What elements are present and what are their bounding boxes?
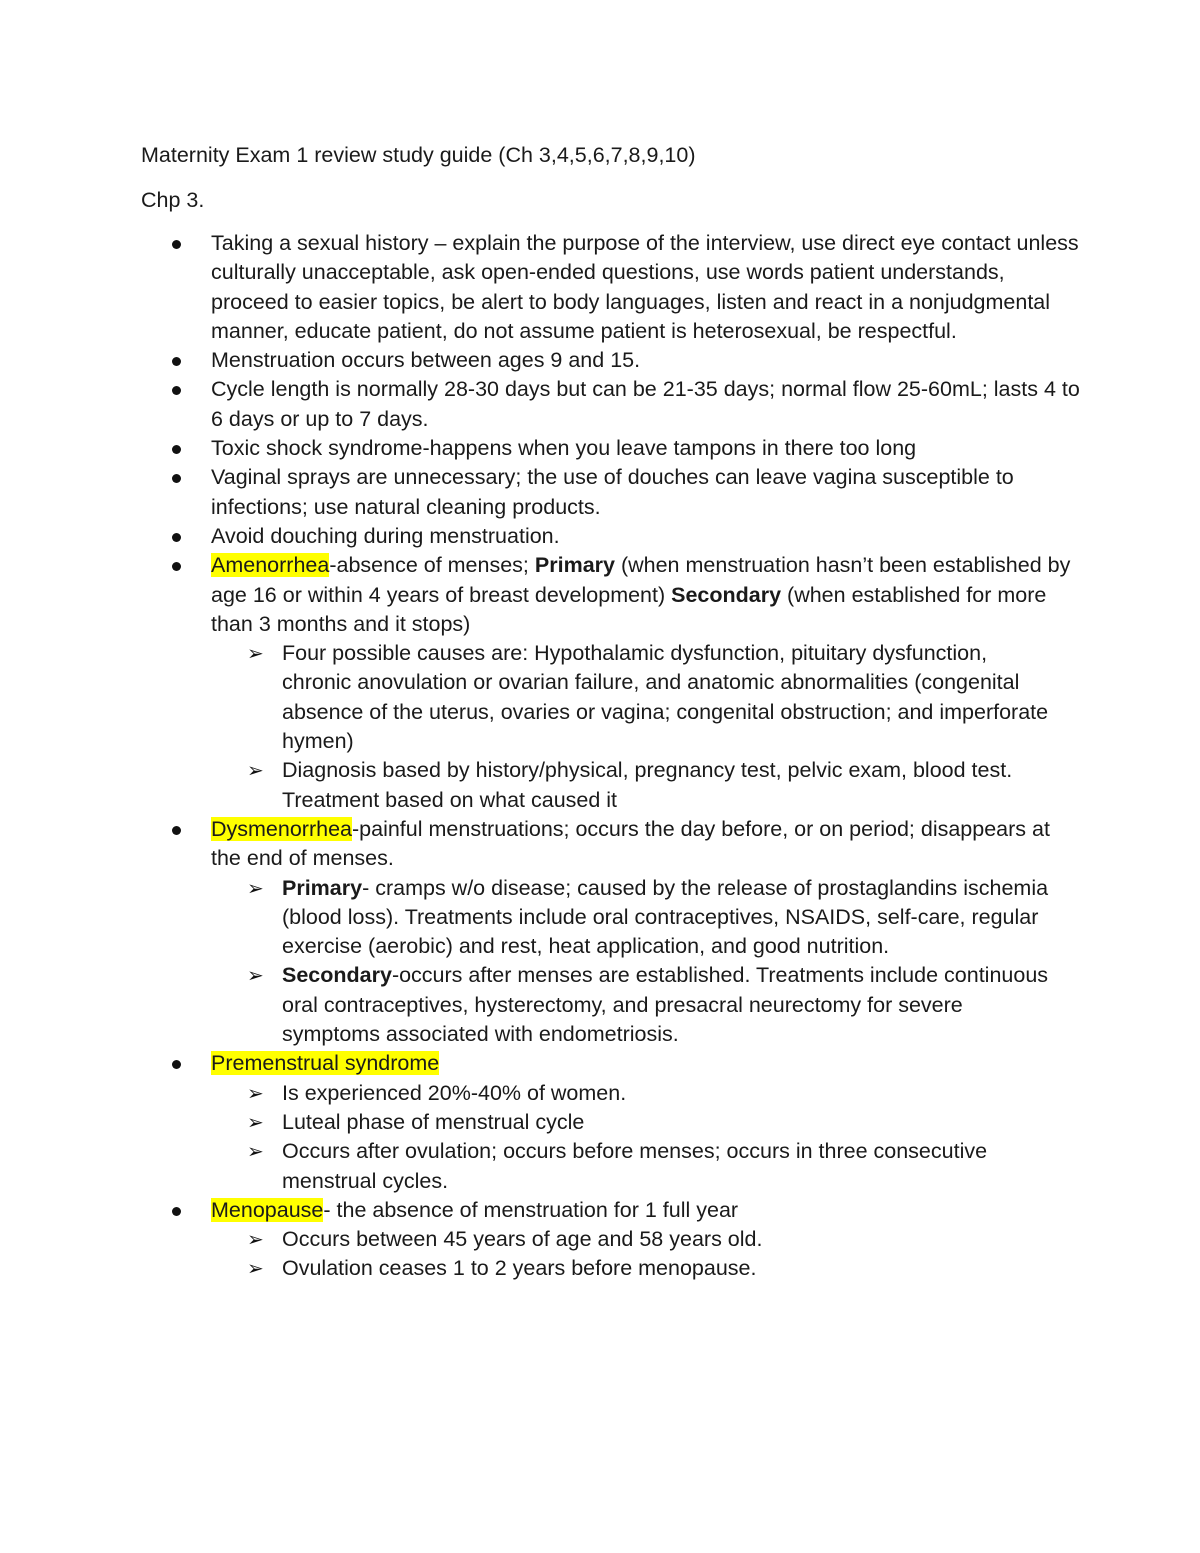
sub-list-item [211,639,1057,756]
list-item-menstruation-age [0,346,1081,375]
sub-list-item-text: -occurs after menses are established. Treatments include continuous oral contraceptives, hysterectomy, and presacral neurectomy for severe symptoms associated with endometriosis. [282,963,1049,1047]
list-item-vaginal-sprays [0,463,1081,522]
sub-list-item [211,1225,1057,1254]
sub-list-item-text: Four possible causes are: Hypothalamic dysfunction, pituitary dysfunction, chronic anovulation or ovarian failure, and anatomic abnormalities (congenital absence of the uterus, ovaries or vagina; congenital obstruction; and imperforate hymen) [282,641,1049,754]
highlighted-term: Amenorrhea [211,553,330,578]
bullet-dot-icon [172,386,181,395]
sub-list-item [211,756,1057,815]
sub-list-item-text: Diagnosis based by history/physical, pregnancy test, pelvic exam, blood test. Treatment based on what caused it [282,758,1013,812]
arrowhead-bullet-icon: ➢ [247,1080,264,1105]
list-item-text: Taking a sexual history – explain the purpose of the interview, use direct eye contact unless culturally unacceptable, ask open-ended questions, use words patient understands, proceed to easier topics, be alert to body languages, listen and react in a nonjudgmental manner, educate patient, do not assume patient is heterosexual, be respectful. [211,231,1079,343]
list-item-cycle-length [0,375,1081,434]
arrowhead-bullet-icon: ➢ [247,1139,264,1164]
sub-list-item [211,1079,1057,1108]
list-item-avoid-douching [0,522,1081,551]
arrowhead-bullet-icon: ➢ [247,1256,264,1281]
document-title: Maternity Exam 1 review study guide (Ch 3,4,5,6,7,8,9,10) [141,143,696,167]
arrowhead-bullet-icon: ➢ [247,758,264,783]
list-item-menopause [0,1196,1081,1284]
sub-list [211,874,1081,1050]
list-item-text: Vaginal sprays are unnecessary; the use of douches can leave vagina susceptible to infections; use natural cleaning products. [211,465,1014,519]
bullet-dot-icon [172,357,181,366]
bullet-dot-icon [172,533,181,542]
sub-list-item [211,874,1057,962]
secondary-definition: (when established for more than 3 months and it stops) [211,582,1047,636]
sub-list-item-text: Luteal phase of menstrual cycle [282,1109,585,1134]
bullet-dot-icon [172,240,181,249]
sub-list-item-text: Ovulation ceases 1 to 2 years before menopause. [282,1256,757,1281]
list-item-text: Cycle length is normally 28-30 days but can be 21-35 days; normal flow 25-60mL; lasts 4 to 6 days or up to 7 days. [211,377,1080,431]
list-item-amenorrhea [0,551,1081,815]
secondary-label: Secondary [282,963,392,988]
secondary-label: Secondary [671,582,782,607]
sub-list-item-text: Occurs after ovulation; occurs before menses; occurs in three consecutive menstrual cycles. [282,1139,988,1193]
term-definition: -absence of menses; [329,553,535,578]
primary-definition: (when menstruation hasn’t been established by age 16 or within 4 years of breast development) [211,553,1071,607]
bullet-dot-icon [172,474,181,483]
bullet-dot-icon [172,562,181,571]
chapter-heading: Chp 3. [141,188,205,212]
list-item-pms [0,1049,1081,1195]
sub-list [211,1225,1081,1284]
list-item-text: Menstruation occurs between ages 9 and 15. [211,348,641,373]
list-item-sexual-history [0,229,1081,346]
sub-list-item [211,961,1057,1049]
highlighted-term: Menopause [211,1197,324,1222]
list-item-toxic-shock [0,434,1081,463]
term-definition: - the absence of menstruation for 1 full year [323,1197,739,1222]
arrowhead-bullet-icon: ➢ [247,641,264,666]
sub-list-item [211,1137,1057,1196]
arrowhead-bullet-icon: ➢ [247,1227,264,1252]
highlighted-term: Premenstrual syndrome [211,1051,440,1076]
term-definition: -painful menstruations; occurs the day before, or on period; disappears at the end of menses. [211,816,1050,871]
primary-label: Primary [534,553,615,578]
list-item-text: Avoid douching during menstruation. [211,523,560,548]
sub-list-item [211,1108,1057,1137]
bullet-dot-icon [172,1207,181,1216]
arrowhead-bullet-icon: ➢ [247,963,264,988]
sub-list-item [211,1254,1057,1283]
bullet-dot-icon [172,1060,181,1069]
sub-list-item-text: - cramps w/o disease; caused by the release of prostaglandins ischemia (blood loss). Treatments include oral contraceptives, NSAIDS, self-care, regular exercise (aerobic) and rest, heat application, and good nutrition. [282,875,1049,959]
bullet-dot-icon [172,826,181,835]
sub-list [211,1079,1081,1196]
primary-label: Primary [282,875,363,900]
sub-list-item-text: Is experienced 20%-40% of women. [282,1080,627,1105]
sub-list-item-text: Occurs between 45 years of age and 58 years old. [282,1227,763,1252]
arrowhead-bullet-icon: ➢ [247,875,264,900]
list-item-dysmenorrhea [0,815,1081,1049]
arrowhead-bullet-icon: ➢ [247,1109,264,1134]
bullet-list [0,229,1100,1284]
list-item-text: Toxic shock syndrome-happens when you leave tampons in there too long [211,436,917,461]
bullet-dot-icon [172,445,181,454]
sub-list [211,639,1081,815]
highlighted-term: Dysmenorrhea [211,816,352,841]
